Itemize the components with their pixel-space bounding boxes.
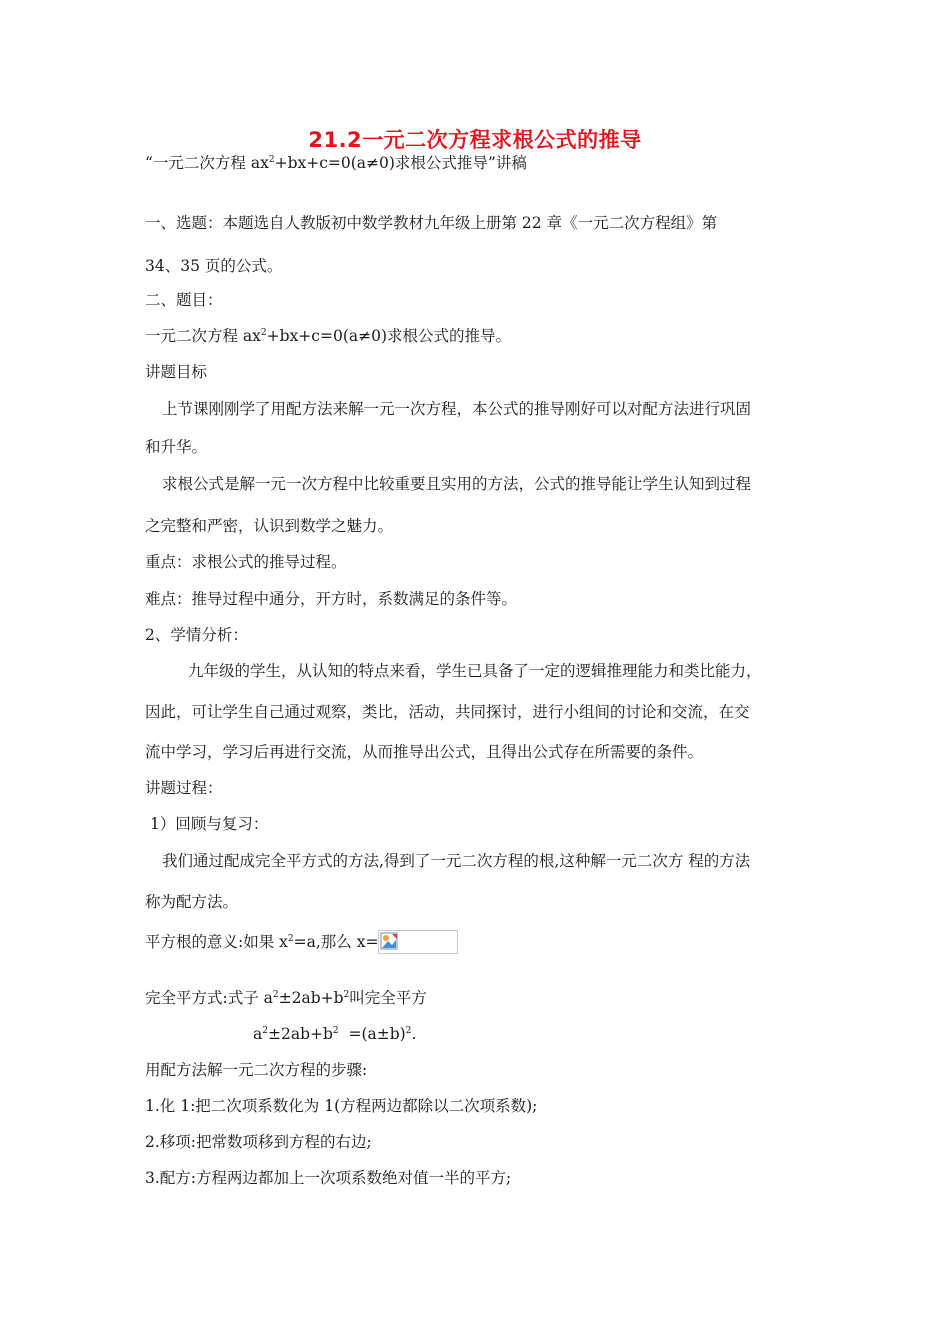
formula-image-placeholder xyxy=(378,930,458,954)
analysis-line-2: 因此，可让学生自己通过观察，类比，活动，共同探讨，进行小组间的讨论和交流，在交 xyxy=(145,703,750,721)
topic-text: 一元二次方程 ax xyxy=(145,327,261,345)
difficulty: 难点：推导过程中通分，开方时，系数满足的条件等。 xyxy=(145,590,518,608)
process-heading: 讲题过程： xyxy=(145,779,223,797)
goal-paragraph-2-line-2: 之完整和严密，认识到数学之魅力。 xyxy=(145,517,394,535)
key-point: 重点：求根公式的推导过程。 xyxy=(145,553,347,571)
review-heading: 1）回顾与复习： xyxy=(150,815,269,833)
superscript: 2 xyxy=(272,990,279,1000)
formula-text: ±2ab+b xyxy=(267,1025,333,1043)
superscript: 2 xyxy=(343,990,350,1000)
goal-heading: 讲题目标 xyxy=(145,363,208,381)
definition-text: ±2ab+b xyxy=(278,989,344,1007)
goal-paragraph-2-line-1: 求根公式是解一元一次方程中比较重要且实用的方法，公式的推导能让学生认知到过程 xyxy=(162,475,752,493)
step-2: 2.移项:把常数项移到方程的右边; xyxy=(145,1133,372,1151)
topic-text: +bx+c=0(a≠0)求根公式的推导。 xyxy=(266,327,512,345)
topic-line xyxy=(145,325,511,347)
analysis-line-1: 九年级的学生，从认知的特点来看，学生已具备了一定的逻辑推理能力和类比能力， xyxy=(188,662,762,680)
step-1: 1.化 1:把二次项系数化为 1(方程两边都除以二次项系数); xyxy=(145,1097,538,1115)
analysis-heading: 2、学情分析： xyxy=(145,626,248,644)
superscript: 2 xyxy=(260,328,267,338)
review-line-2: 称为配方法。 xyxy=(145,893,239,911)
formula-text: =(a±b) xyxy=(338,1025,406,1043)
formula-text: a xyxy=(253,1025,263,1043)
perfect-square-definition xyxy=(145,987,427,1009)
section-1-line-2: 34、35 页的公式。 xyxy=(145,257,283,275)
section-1-line-1: 一、选题：本题选自人教版初中数学教材九年级上册第 22 章《一元二次方程组》第 xyxy=(145,214,718,232)
superscript: 2 xyxy=(287,934,294,944)
subtitle-text: +bx+c=0(a≠0)求根公式推导”讲稿 xyxy=(274,154,527,172)
steps-heading: 用配方法解一元二次方程的步骤: xyxy=(145,1061,368,1079)
goal-paragraph-1-line-2: 和升华。 xyxy=(145,438,208,456)
superscript: 2 xyxy=(332,1026,339,1036)
definition-text: 叫完全平方 xyxy=(349,989,427,1007)
analysis-line-3: 流中学习，学习后再进行交流，从而推导出公式，且得出公式存在所需要的条件。 xyxy=(145,743,704,761)
document-title: 21.2一元二次方程求根公式的推导 xyxy=(308,128,642,152)
step-3: 3.配方:方程两边都加上一次项系数绝对值一半的平方; xyxy=(145,1169,512,1187)
superscript: 2 xyxy=(405,1026,412,1036)
goal-paragraph-1-line-1: 上节课刚刚学了用配方法来解一元一次方程，本公式的推导刚好可以对配方法进行巩固 xyxy=(162,400,752,418)
superscript: 2 xyxy=(268,155,275,165)
square-root-definition xyxy=(145,930,458,954)
perfect-square-formula xyxy=(253,1023,416,1045)
definition-text: =a,那么 x= xyxy=(293,933,379,951)
section-2-heading: 二、题目： xyxy=(145,291,223,309)
broken-image-icon xyxy=(380,932,398,950)
subtitle xyxy=(145,152,527,174)
subtitle-text: “一元二次方程 ax xyxy=(145,154,269,172)
review-line-1: 我们通过配成完全平方式的方法,得到了一元二次方程的根,这种解一元二次方 程的方法 xyxy=(162,852,751,870)
definition-text: 平方根的意义:如果 x xyxy=(145,933,288,951)
definition-text: 完全平方式:式子 a xyxy=(145,989,273,1007)
formula-text: . xyxy=(411,1025,417,1043)
superscript: 2 xyxy=(262,1026,268,1036)
